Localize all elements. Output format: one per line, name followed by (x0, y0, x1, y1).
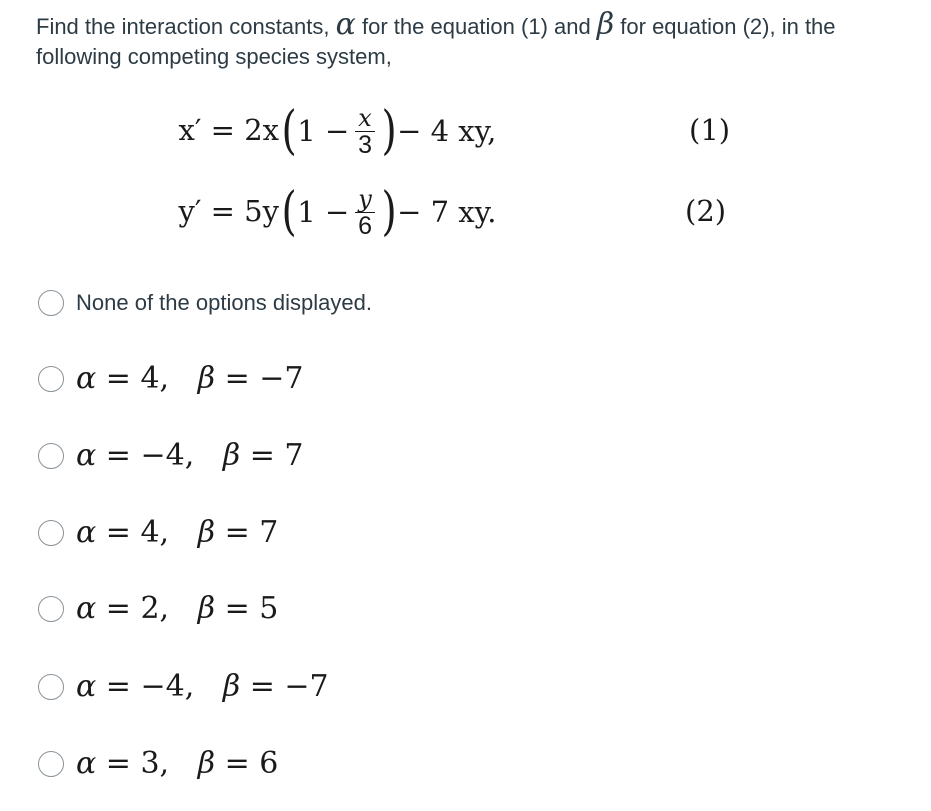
radio-button[interactable] (38, 596, 64, 622)
radio-button[interactable] (38, 520, 64, 546)
answer-option-1[interactable] (38, 361, 304, 396)
equation-1: x′ = 2x ( 1 − $\frac{x}{3}$ ) − 4 xy, (1) (178, 101, 731, 161)
option-math: α = 2, β = 5 (76, 591, 279, 626)
radio-button[interactable] (38, 366, 64, 392)
equation-1-numerator: x (355, 105, 375, 132)
equation-1-tag: (1) (689, 113, 731, 147)
radio-button[interactable] (38, 674, 64, 700)
answer-option-5[interactable] (38, 669, 329, 704)
option-label: None of the options displayed. (76, 290, 372, 315)
option-math: α = −4, β = −7 (76, 669, 329, 704)
answer-option-2[interactable] (38, 438, 303, 473)
option-math: α = −4, β = 7 (76, 438, 304, 473)
equation-1-denominator: 3 (358, 130, 372, 159)
equation-1-one: 1 − (297, 114, 350, 148)
equation-2-fraction (355, 186, 375, 239)
equation-1-fraction (355, 105, 375, 158)
equation-2: y′ = 5y ( 1 − $\frac{y}{6}$ ) − 7 xy. (2) (178, 182, 727, 242)
answer-option-3[interactable] (38, 515, 278, 550)
equation-1-lhs: x′ = 2x (178, 113, 279, 147)
answer-option-4[interactable] (38, 591, 278, 626)
beta-symbol: β (596, 7, 615, 42)
radio-button[interactable] (38, 751, 64, 777)
equation-2-tag: (2) (685, 194, 727, 228)
radio-button[interactable] (38, 290, 64, 316)
answer-option-none[interactable] (38, 290, 372, 316)
option-math: α = 4, β = −7 (76, 361, 304, 396)
question-part-2: for the equation (1) and (355, 14, 597, 39)
question-part-3: for equation (2), in the following competing species system, (36, 14, 836, 69)
option-math: α = 4, β = 7 (76, 515, 279, 550)
radio-button[interactable] (38, 443, 64, 469)
equation-2-lhs: y′ = 5y (178, 194, 279, 228)
question-part-1: Find the interaction constants, (36, 14, 336, 39)
option-math: α = 3, β = 6 (76, 746, 279, 781)
answer-option-6[interactable] (38, 746, 278, 781)
equation-1-rhs: − 4 xy, (397, 114, 497, 148)
question-text (36, 7, 921, 72)
equation-2-numerator: y (355, 186, 375, 213)
equation-2-denominator: 6 (358, 211, 372, 240)
equation-2-rhs: − 7 xy. (397, 195, 497, 229)
equation-2-one: 1 − (297, 195, 350, 229)
alpha-symbol: α (335, 7, 356, 42)
